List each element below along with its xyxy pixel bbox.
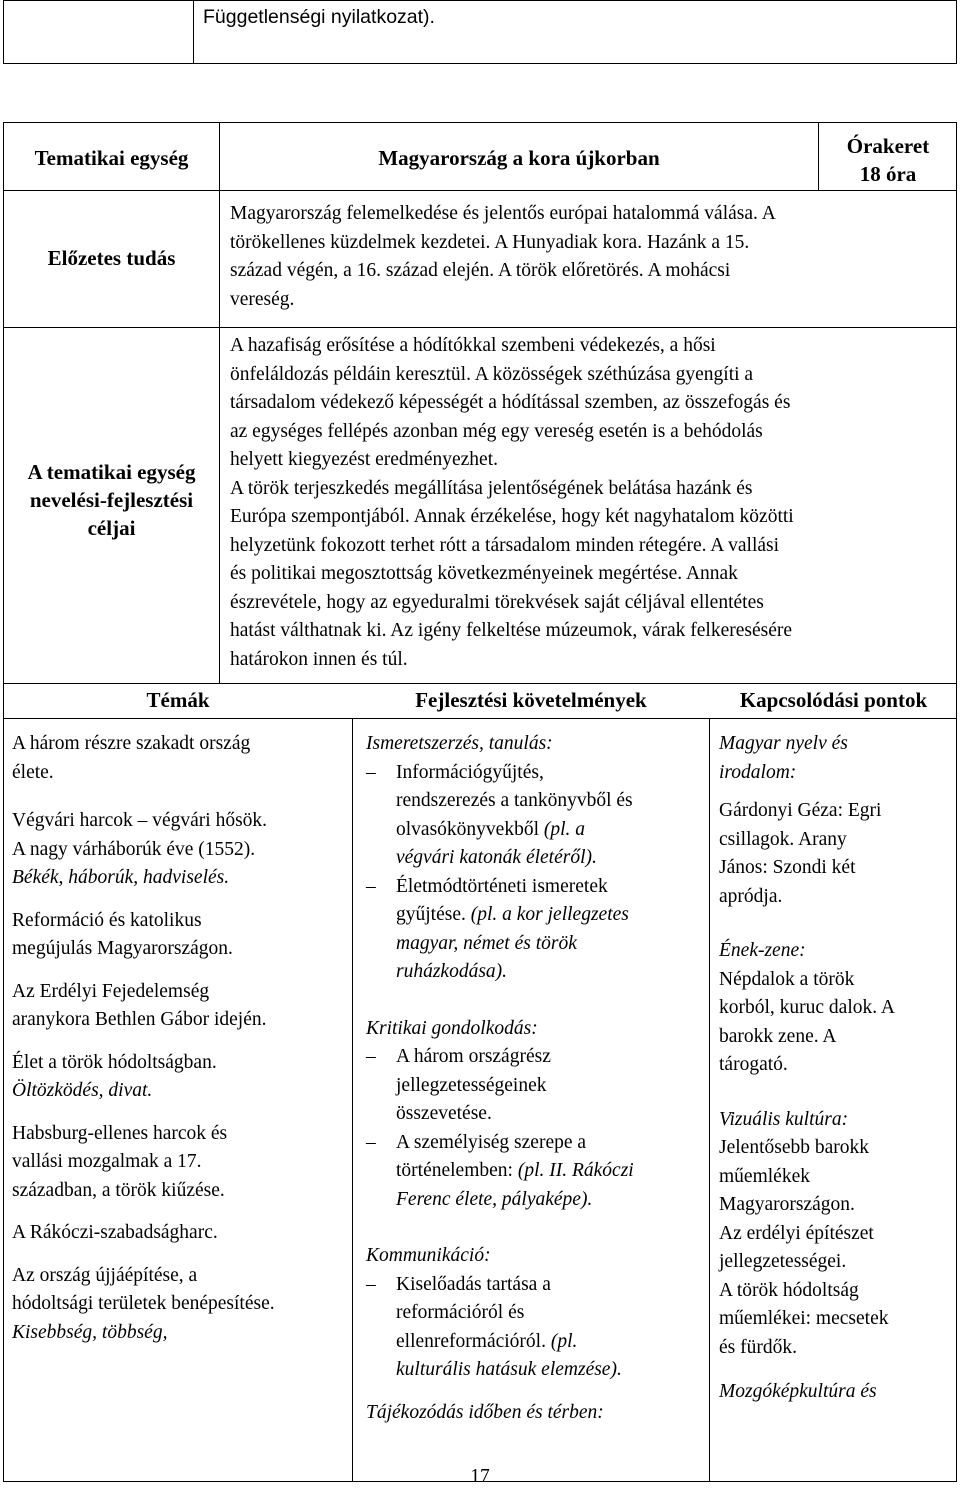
req-item: – Kiselőadás tartása a reformációról és ellenreformációról. (pl. kulturális hatásuk elemzése).: [366, 1271, 634, 1385]
row-line: [3, 718, 957, 719]
unit-label: Tematikai egység: [34, 146, 189, 170]
topic-line: Kisebbség, többség,: [12, 1321, 168, 1343]
dash-bullet: –: [366, 1273, 376, 1295]
topic-line: hódoltsági területek benépesítése.: [12, 1293, 275, 1314]
header-requirements: Fejlesztési követelmények: [415, 688, 647, 712]
topic-line: A három részre szakadt ország: [12, 733, 251, 754]
conn-heading: irodalom:: [719, 761, 797, 783]
topic-line: Habsburg-ellenes harcok és: [12, 1122, 228, 1144]
hours-value: 18 óra: [859, 162, 917, 186]
topic-line: Öltözködés, divat.: [12, 1080, 153, 1101]
topics-divider: [352, 718, 353, 1482]
topic-line: Békék, háborúk, hadviselés.: [12, 867, 230, 888]
prior-text: Magyarország felemelkedése és jelentős európai hatalommá válása. A törökellenes küzdelmek kezdetei. A Hunyadiak kora. Hazánk a 15. század végén, a 16. század elején. A török előretörés. A mohácsi vereség.: [230, 203, 776, 310]
row-line: [3, 327, 957, 328]
label-column-divider: [219, 122, 220, 683]
req-item: – Életmódtörténeti ismeretek gyűjtése. (pl. a kor jellegzetes magyar, német és török ruházkodása).: [366, 873, 634, 987]
prev-table: [3, 0, 957, 64]
connections-divider: [709, 718, 710, 1482]
req-heading: Kommunikáció:: [366, 1245, 491, 1266]
conn-heading: Mozgóképkultúra és: [719, 1381, 877, 1402]
page-number: 17: [470, 1466, 490, 1487]
req-item: – A három országrész jellegzetességeinek összevetése.: [366, 1043, 634, 1129]
hours-label: Órakeret: [846, 134, 930, 158]
dash-bullet: –: [366, 875, 376, 897]
requirements-list: [366, 730, 634, 1427]
conn-heading: Vizuális kultúra:: [719, 1108, 849, 1130]
topic-line: aranykora Bethlen Gábor idején.: [12, 1009, 267, 1030]
topic-line: században, a török kiűzése.: [12, 1179, 225, 1201]
connections-list: Magyar nyelv és irodalom: Gárdonyi Géza: Egri csillagok. Arany János: Szondi két apródja. Ének-zene: Népdalok a török korból, kuruc dalok. A barokk zene. A tárogató. Vizuális kultúra: Jelentősebb barokk műemlékek Magyarországon. Az erdélyi építészet jellegzetességei. A török hódoltság műemlékei: mecsetek és fürdők. Mozgóképkultúra és: [719, 730, 895, 1407]
req-heading: Kritikai gondolkodás:: [366, 1017, 538, 1039]
topic-line: megújulás Magyarországon.: [12, 938, 233, 959]
header-connections: Kapcsolódási pontok: [739, 688, 928, 712]
topic-line: Az Erdélyi Fejedelemség: [12, 980, 210, 1002]
conn-heading: Magyar nyelv és: [719, 733, 848, 754]
topic-line: Reformáció és katolikus: [12, 909, 202, 931]
dash-bullet: –: [366, 761, 376, 783]
dash-bullet: –: [366, 1131, 376, 1153]
row-line: [3, 190, 957, 191]
row-line: [3, 683, 957, 684]
topics-list: [12, 730, 275, 1347]
unit-title: Magyarország a kora újkorban: [378, 146, 660, 170]
topic-line: Élet a török hódoltságban.: [12, 1051, 217, 1073]
topic-line: A nagy várháborúk éve (1552).: [12, 838, 256, 860]
dash-bullet: –: [366, 1046, 376, 1067]
req-heading: Ismeretszerzés, tanulás:: [366, 733, 553, 754]
req-heading: Tájékozódás időben és térben:: [366, 1401, 604, 1423]
topic-line: élete.: [12, 761, 54, 783]
conn-heading: Ének-zene:: [719, 940, 806, 961]
goals-label: A tematikai egység nevelési-fejlesztési céljai: [27, 460, 196, 540]
prior-label: Előzetes tudás: [47, 246, 176, 270]
header-topics: Témák: [146, 688, 210, 712]
req-item: – Információgyűjtés, rendszerezés a tankönyvből és olvasókönyvekből (pl. a végvári katonák életéről).: [366, 759, 634, 873]
prev-table-divider: [193, 0, 194, 64]
req-item: – A személyiség szerepe a történelemben: (pl. II. Rákóczi Ferenc élete, pályaképe).: [366, 1129, 634, 1215]
topic-line: Végvári harcok – végvári hősök.: [12, 810, 268, 831]
topic-line: A Rákóczi-szabadságharc.: [12, 1222, 218, 1243]
topic-line: Az ország újjáépítése, a: [12, 1264, 198, 1286]
goals-text: A hazafiság erősítése a hódítókkal szembeni védekezés, a hősi önfeláldozás példáin keresztül. A közösségek széthúzása gyengíti a társadalom védekező képességét a hódítással szemben, az összefogás és az egységes fellépés azonban még egy vereség esetén is a behódolás helyett kiegyezést eredményezhet. A török terjeszkedés megállítása jelentőségének belátása hazánk és Európa szempontjából. Annak érzékelése, hogy két nagyhatalom közötti helyzetünk fokozott terhet rótt a társadalom minden rétegére. A vallási és politikai megosztottság következményeinek megértése. Annak észrevétele, hogy az egyeduralmi törekvések saját céljával ellentétes hatást válthatnak ki. Az igény felkeltése múzeumok, várak felkeresésére határokon innen és túl.: [230, 335, 794, 670]
top-note: Függetlenségi nyilatkozat).: [203, 6, 435, 28]
topic-line: vallási mozgalmak a 17.: [12, 1151, 202, 1172]
